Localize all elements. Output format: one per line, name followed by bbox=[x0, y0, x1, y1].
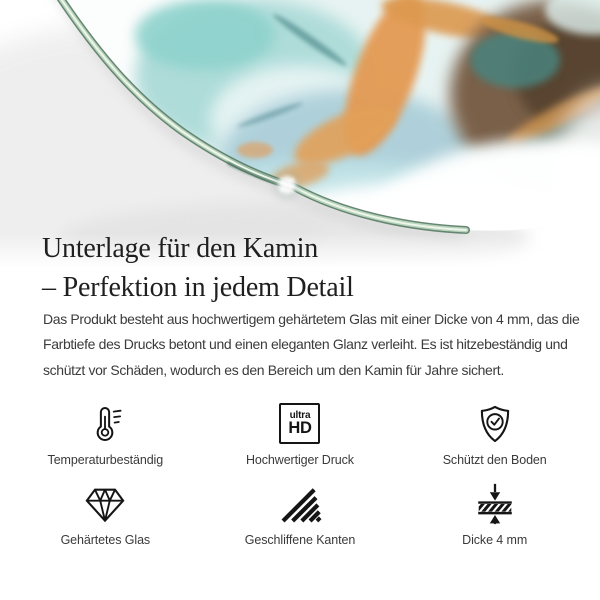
ultra-hd-label-top: ultra bbox=[289, 409, 311, 421]
ultra-hd-label-bottom: HD bbox=[288, 418, 312, 437]
feature-temperature bbox=[8, 400, 203, 467]
page-title bbox=[42, 229, 354, 307]
thickness-icon bbox=[472, 480, 518, 527]
features-grid bbox=[8, 400, 592, 547]
description-line: schützt vor Schäden, wodurch es den Bereich um den Kamin für Jahre sichert. bbox=[43, 361, 504, 378]
description-line: Farbtiefe des Drucks betont und einen eleganten Glanz verleiht. Es ist hitzebeständig und bbox=[43, 336, 568, 353]
feature-label: Dicke 4 mm bbox=[462, 533, 528, 547]
diamond-icon bbox=[82, 480, 128, 527]
ultra-hd-icon bbox=[279, 400, 320, 447]
feature-floor-protection bbox=[397, 400, 592, 467]
feature-label: Temperaturbeständig bbox=[47, 453, 164, 467]
description-line: Das Produkt besteht aus hochwertigem gehärtetem Glas mit einer Dicke von 4 mm, das die bbox=[43, 311, 580, 327]
feature-thickness bbox=[397, 480, 592, 547]
feature-label: Geschliffene Kanten bbox=[244, 533, 356, 547]
feature-print-quality bbox=[203, 400, 398, 467]
product-description bbox=[43, 307, 579, 383]
shield-check-icon bbox=[474, 400, 516, 447]
feature-label: Hochwertiger Druck bbox=[246, 453, 354, 467]
feature-tempered-glass bbox=[8, 480, 203, 547]
thermometer-icon bbox=[82, 400, 128, 447]
polished-edges-icon bbox=[278, 480, 322, 527]
page-title-line2: – Perfektion in jedem Detail bbox=[42, 272, 354, 303]
feature-label: Schützt den Boden bbox=[442, 453, 547, 467]
feature-polished-edges bbox=[203, 480, 398, 547]
feature-label: Gehärtetes Glas bbox=[60, 533, 151, 547]
page-title-line1: Unterlage für den Kamin bbox=[42, 233, 319, 264]
